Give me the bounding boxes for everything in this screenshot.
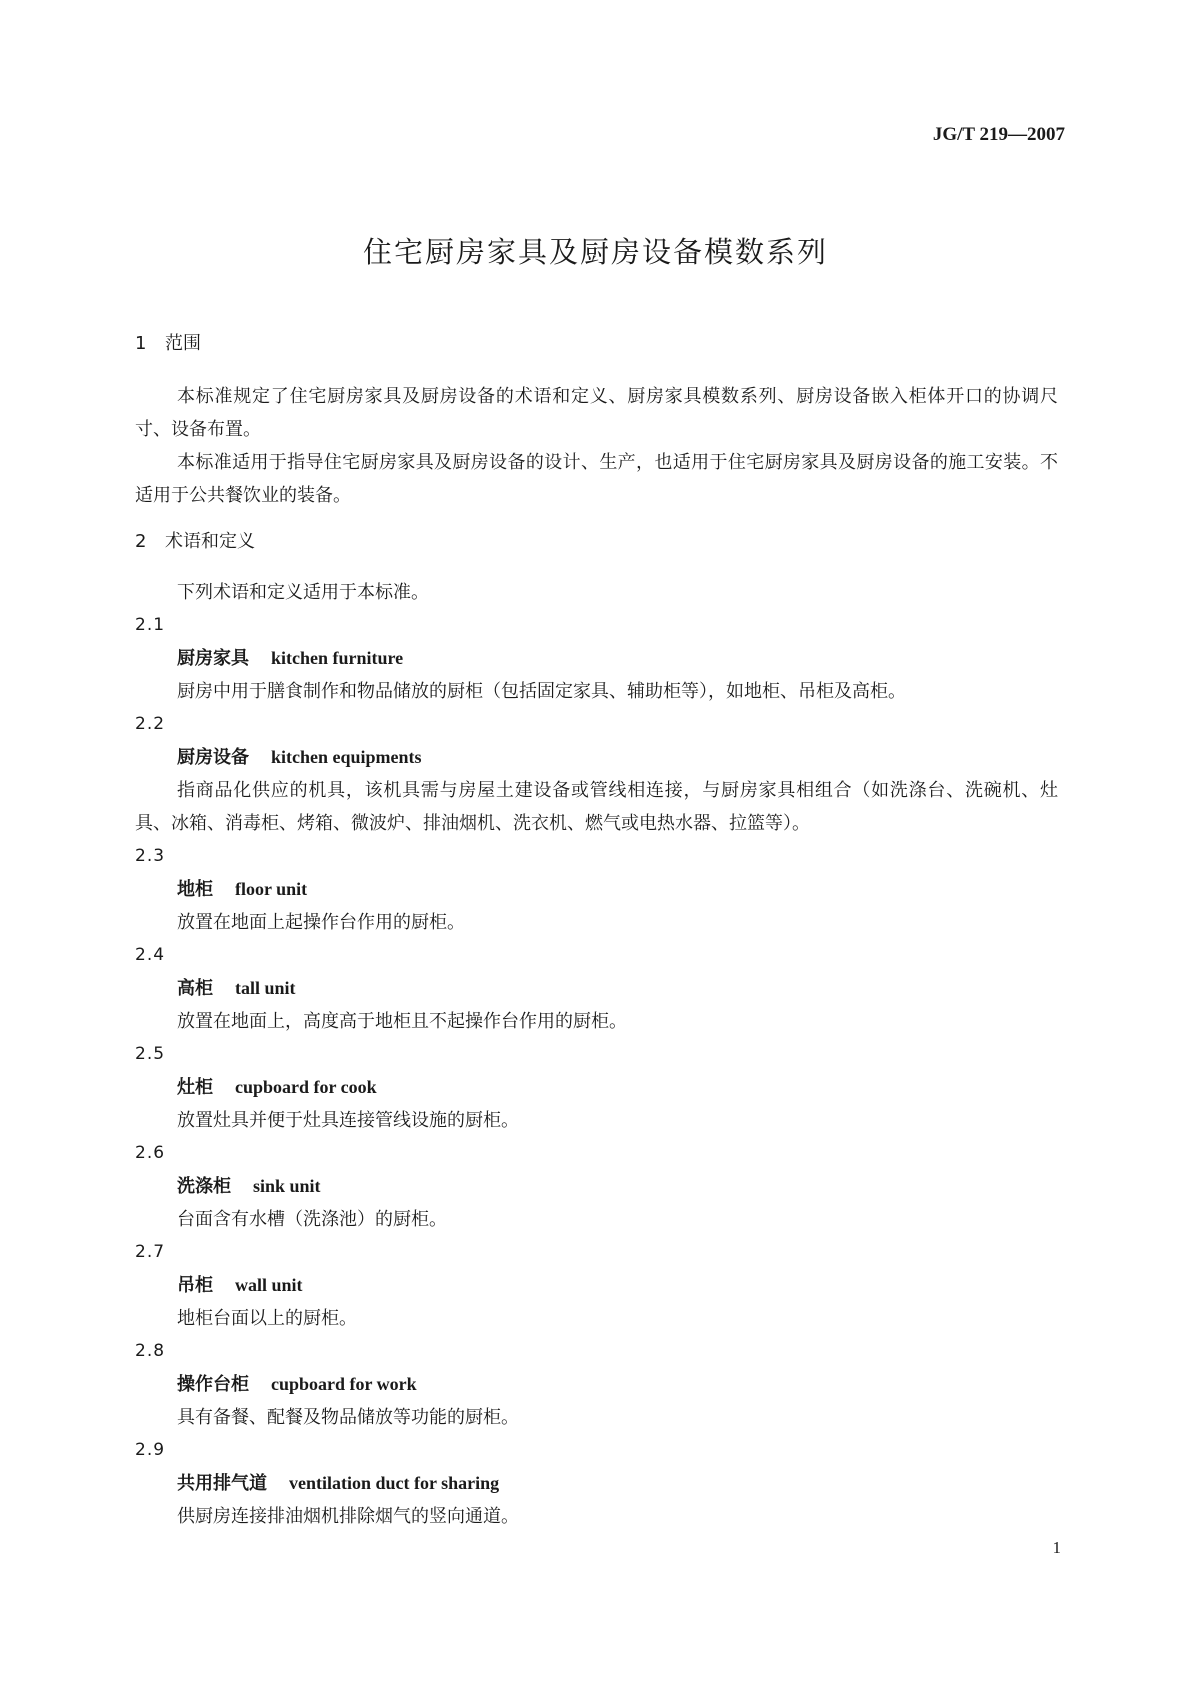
clause-number: 2.3 [135, 846, 166, 866]
clause-number: 2.8 [135, 1341, 166, 1361]
clause-number: 2.2 [135, 714, 166, 734]
term-english: cupboard for cook [235, 1077, 377, 1097]
scope-paragraph: 本标准适用于指导住宅厨房家具及厨房设备的设计、生产，也适用于住宅厨房家具及厨房设备的施工安装。不适用于公共餐饮业的装备。 [135, 452, 1058, 506]
term-english: ventilation duct for sharing [289, 1473, 500, 1493]
section-title: 范围 [165, 333, 201, 354]
section-number: 1 [135, 333, 147, 354]
clause-number: 2.7 [135, 1242, 166, 1262]
term-definition: 放置在地面上，高度高于地柜且不起操作台作用的厨柜。 [177, 1011, 627, 1032]
document-body [135, 330, 1058, 1533]
section-title: 术语和定义 [165, 531, 255, 552]
term-chinese: 共用排气道 [177, 1473, 267, 1494]
term-entry [135, 840, 1058, 939]
section-2-heading [135, 528, 1058, 556]
term-chinese: 厨房家具 [177, 648, 249, 669]
term-line [135, 972, 1058, 1005]
term-entry [135, 939, 1058, 1038]
term-entry [135, 1137, 1058, 1236]
term-definition: 台面含有水槽（洗涤池）的厨柜。 [177, 1209, 447, 1230]
term-line [135, 873, 1058, 906]
terms-list [135, 609, 1058, 1533]
term-definition: 厨房中用于膳食制作和物品储放的厨柜（包括固定家具、辅助柜等），如地柜、吊柜及高柜。 [177, 681, 906, 702]
term-chinese: 吊柜 [177, 1275, 213, 1296]
term-line [135, 1467, 1058, 1500]
term-chinese: 洗涤柜 [177, 1176, 231, 1197]
term-chinese: 厨房设备 [177, 747, 249, 768]
term-line [135, 642, 1058, 675]
term-line [135, 1269, 1058, 1302]
term-chinese: 操作台柜 [177, 1374, 249, 1395]
term-entry [135, 1434, 1058, 1533]
term-entry [135, 1236, 1058, 1335]
clause-number: 2.9 [135, 1440, 166, 1460]
clause-number: 2.5 [135, 1044, 166, 1064]
term-english: floor unit [235, 879, 308, 899]
clause-number: 2.4 [135, 945, 166, 965]
term-english: cupboard for work [271, 1374, 417, 1394]
term-line [135, 741, 1058, 774]
scope-paragraph: 本标准规定了住宅厨房家具及厨房设备的术语和定义、厨房家具模数系列、厨房设备嵌入柜体开口的协调尺寸、设备布置。 [135, 386, 1058, 440]
term-definition: 放置在地面上起操作台作用的厨柜。 [177, 912, 465, 933]
term-line [135, 1170, 1058, 1203]
term-chinese: 地柜 [177, 879, 213, 900]
term-definition: 地柜台面以上的厨柜。 [177, 1308, 357, 1329]
term-english: sink unit [253, 1176, 321, 1196]
term-definition: 指商品化供应的机具，该机具需与房屋土建设备或管线相连接，与厨房家具相组合（如洗涤台、洗碗机、灶具、冰箱、消毒柜、烤箱、微波炉、排油烟机、洗衣机、燃气或电热水器、拉篮等）。 [135, 780, 1058, 834]
term-english: kitchen equipments [271, 747, 422, 767]
term-entry [135, 609, 1058, 708]
term-definition: 放置灶具并便于灶具连接管线设施的厨柜。 [177, 1110, 519, 1131]
term-english: tall unit [235, 978, 296, 998]
term-entry [135, 708, 1058, 840]
term-entry [135, 1335, 1058, 1434]
clause-number: 2.6 [135, 1143, 166, 1163]
term-chinese: 高柜 [177, 978, 213, 999]
standard-number: JG/T 219—2007 [932, 124, 1065, 145]
term-definition: 具有备餐、配餐及物品储放等功能的厨柜。 [177, 1407, 519, 1428]
section-1-heading [135, 330, 1058, 358]
term-chinese: 灶柜 [177, 1077, 213, 1098]
document-title: 住宅厨房家具及厨房设备模数系列 [362, 235, 828, 269]
page-number: 1 [1052, 1538, 1061, 1557]
term-line [135, 1368, 1058, 1401]
term-english: kitchen furniture [271, 648, 404, 668]
terms-intro: 下列术语和定义适用于本标准。 [177, 582, 429, 603]
section-number: 2 [135, 531, 147, 552]
term-definition: 供厨房连接排油烟机排除烟气的竖向通道。 [177, 1506, 519, 1527]
clause-number: 2.1 [135, 615, 166, 635]
term-line [135, 1071, 1058, 1104]
term-english: wall unit [235, 1275, 303, 1295]
term-entry [135, 1038, 1058, 1137]
